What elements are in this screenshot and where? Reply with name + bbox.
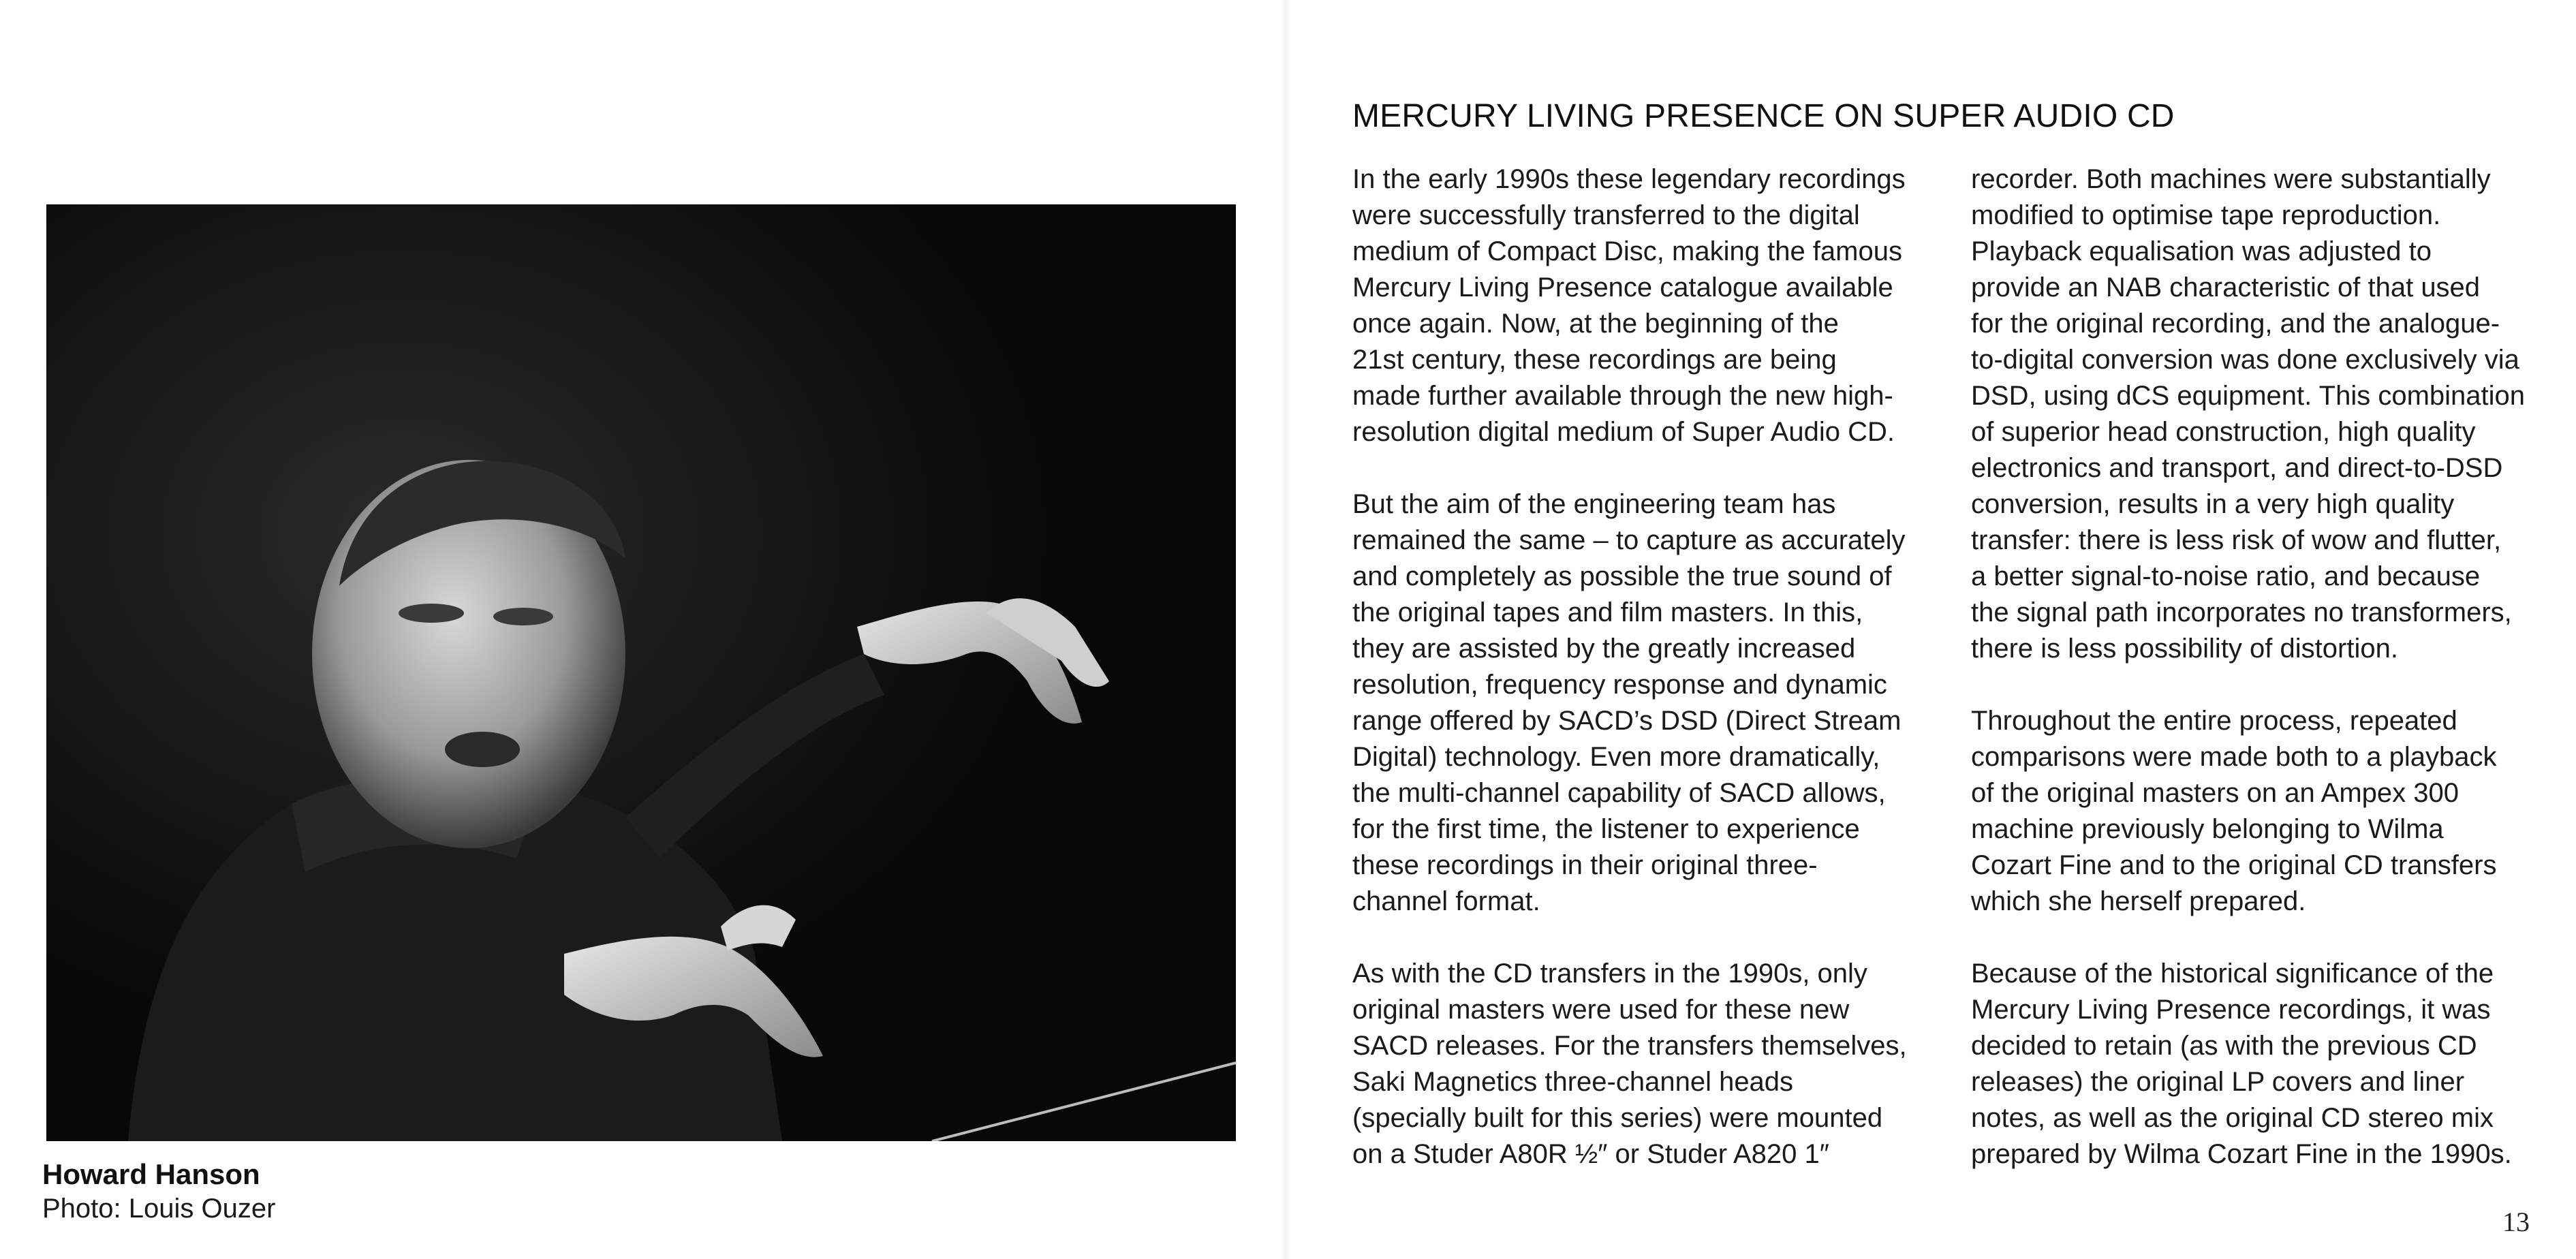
text-line: machine previously belonging to Wilma (1971, 814, 2444, 844)
text-line: they are assisted by the greatly increased (1352, 634, 1856, 664)
conductor-photo (46, 204, 1236, 1141)
text-line: Because of the historical significance of the (1971, 959, 2494, 989)
text-line: the multi-channel capability of SACD allows, (1352, 778, 1886, 808)
text-line: (specially built for this series) were mounted (1352, 1103, 1883, 1133)
text-line: comparisons were made both to a playback (1971, 742, 2497, 772)
text-line: Saki Magnetics three-channel heads (1352, 1067, 1794, 1097)
article-heading: MERCURY LIVING PRESENCE ON SUPER AUDIO CD (1352, 98, 2175, 134)
photo-caption-name: Howard Hanson (42, 1158, 260, 1190)
text-line: Mercury Living Presence recordings, it was (1971, 995, 2491, 1025)
text-line: provide an NAB characteristic of that used (1971, 273, 2481, 302)
text-line: original masters were used for these new (1352, 995, 1850, 1025)
text-line: which she herself prepared. (1971, 886, 2306, 916)
text-line: But the aim of the engineering team has (1352, 489, 1836, 519)
text-line: were successfully transferred to the digital (1352, 200, 1860, 230)
text-line: In the early 1990s these legendary recordings (1352, 164, 1906, 194)
text-line: resolution digital medium of Super Audio CD. (1352, 417, 1895, 447)
conductor-photo-illustration (46, 204, 1236, 1141)
paragraph (1352, 161, 1952, 450)
text-line: conversion, results in a very high quality (1971, 489, 2455, 519)
text-line: transfer: there is less risk of wow and flutter, (1971, 525, 2502, 555)
text-line: there is less possibility of distortion. (1971, 634, 2398, 664)
text-line: to-digital conversion was done exclusively via (1971, 345, 2519, 375)
text-line: As with the CD transfers in the 1990s, only (1352, 959, 1867, 989)
paragraph (1352, 956, 1952, 1172)
text-line: electronics and transport, and direct-to-DSD (1971, 453, 2503, 483)
text-line: modified to optimise tape reproduction. (1971, 200, 2441, 230)
page-fold (1281, 0, 1292, 1259)
page-number: 13 (2502, 1207, 2530, 1237)
text-line: channel format. (1352, 886, 1540, 916)
text-line: the signal path incorporates no transformers, (1971, 597, 2512, 627)
text-line: a better signal-to-noise ratio, and because (1971, 561, 2481, 591)
text-line: DSD, using dCS equipment. This combination (1971, 381, 2526, 411)
text-line: Digital) technology. Even more dramatically, (1352, 742, 1880, 772)
text-line: made further available through the new high- (1352, 381, 1893, 411)
text-line: of superior head construction, high quality (1971, 417, 2476, 447)
text-line: for the original recording, and the analogue- (1971, 309, 2500, 339)
paragraph (1971, 703, 2571, 920)
text-line: Mercury Living Presence catalogue available (1352, 273, 1893, 302)
text-line: and completely as possible the true sound of (1352, 561, 1892, 591)
text-line: Throughout the entire process, repeated (1971, 706, 2457, 736)
text-line: Playback equalisation was adjusted to (1971, 236, 2432, 266)
text-line: prepared by Wilma Cozart Fine in the 1990s. (1971, 1139, 2512, 1169)
text-line: remained the same – to capture as accurately (1352, 525, 1906, 555)
paragraph (1971, 956, 2571, 1172)
text-line: medium of Compact Disc, making the famous (1352, 236, 1902, 266)
text-line: decided to retain (as with the previous CD (1971, 1031, 2477, 1061)
text-line: these recordings in their original three- (1352, 850, 1818, 880)
text-line: resolution, frequency response and dynamic (1352, 670, 1887, 700)
text-line: on a Studer A80R ½″ or Studer A820 1″ (1352, 1139, 1829, 1169)
paragraph (1971, 161, 2571, 667)
text-line: notes, as well as the original CD stereo mix (1971, 1103, 2494, 1133)
paragraph (1352, 486, 1952, 920)
text-column-left (1352, 161, 1952, 1209)
text-column-right (1971, 161, 2571, 1209)
text-line: range offered by SACD’s DSD (Direct Stream (1352, 706, 1902, 736)
text-line: 21st century, these recordings are being (1352, 345, 1837, 375)
photo-caption-credit: Photo: Louis Ouzer (42, 1194, 276, 1224)
text-line: recorder. Both machines were substantially (1971, 164, 2491, 194)
text-line: for the first time, the listener to experience (1352, 814, 1860, 844)
text-line: Cozart Fine and to the original CD transfers (1971, 850, 2497, 880)
text-line: of the original masters on an Ampex 300 (1971, 778, 2459, 808)
text-line: SACD releases. For the transfers themselves, (1352, 1031, 1907, 1061)
text-line: the original tapes and film masters. In this, (1352, 597, 1863, 627)
text-line: releases) the original LP covers and liner (1971, 1067, 2465, 1097)
text-line: once again. Now, at the beginning of the (1352, 309, 1839, 339)
